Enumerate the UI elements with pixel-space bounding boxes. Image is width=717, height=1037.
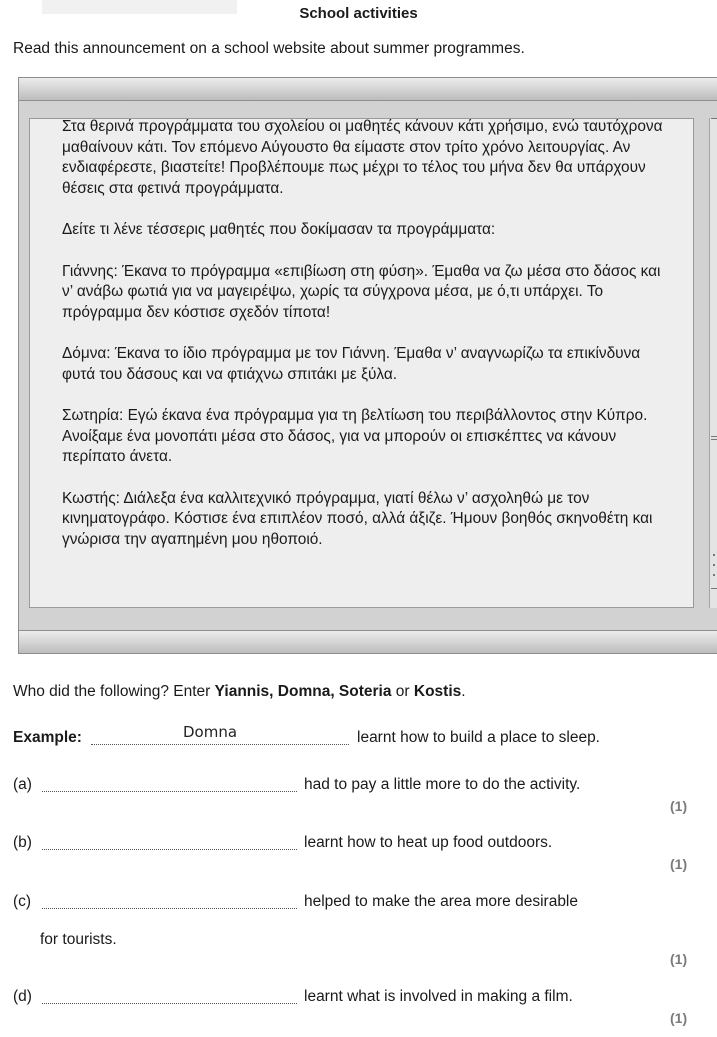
paragraph-lead: Δείτε τι λένε τέσσερις μαθητές που δοκίμασαν τα προγράμματα: bbox=[62, 221, 496, 239]
paragraph-soteria: Σωτηρία: Εγώ έκανα ένα πρόγραμμα για τη βελτίωση του περιβάλλοντος στην Κύπρο. Ανοίξαμε ένα μονοπάτι μέσα στο δάσος, για να μπορούν οι επισκέπτες να κάνουν περίπατο άνετα. bbox=[62, 407, 648, 466]
browser-toolbar bbox=[19, 78, 717, 101]
example-answer: Domna bbox=[183, 723, 238, 741]
instruction-names: Yiannis, Domna, Soteria bbox=[214, 683, 392, 700]
paragraph-domna: Δόμνα: Έκανα το ίδιο πρόγραμμα με τον Γιάννη. Έμαθα ν’ αναγνωρίζω τα επικίνδυνα φυτά του δάσους και να φτιάχνω σπιτάκι με ξύλα. bbox=[62, 345, 641, 383]
question-d-marks: (1) bbox=[670, 1010, 688, 1026]
question-d-answer-field[interactable] bbox=[42, 1003, 297, 1004]
page-title: School activities bbox=[299, 5, 418, 22]
question-a-text: had to pay a little more to do the activity. bbox=[304, 776, 581, 793]
task-instructions: Read this announcement on a school website about summer programmes. bbox=[13, 40, 525, 57]
question-b-label: (b) bbox=[13, 834, 32, 851]
question-c-marks: (1) bbox=[670, 951, 688, 967]
question-a-marks: (1) bbox=[670, 798, 688, 814]
question-a-label: (a) bbox=[13, 776, 32, 793]
question-a-answer-field[interactable] bbox=[42, 791, 297, 792]
paragraph-yiannis: Γιάννης: Έκανα το πρόγραμμα «επιβίωση στη φύση». Έμαθα να ζω μέσα στο δάσος και ν’ ανάβω φωτιά για να μαγειρέψω, χωρίς τα σύγχρονα μέσα, με ό,τι υπάρχει. Το πρόγραμμα δεν κόστισε σχεδόν τίποτα! bbox=[62, 262, 661, 321]
paragraph-kostis: Κωστής: Διάλεξα ένα καλλιτεχνικό πρόγραμμα, γιατί θέλω ν’ ασχοληθώ με τον κινηματογράφο. Κόστισε ένα επιπλέον ποσό, αλλά άξιζε. Ήμουν βοηθός σκηνοθέτη και γνώρισα την αγαπημένη μου ηθοποιό. bbox=[62, 489, 653, 549]
scrollbar[interactable] bbox=[709, 118, 717, 608]
question-c-answer-field[interactable] bbox=[42, 908, 297, 909]
question-d-label: (d) bbox=[13, 988, 32, 1005]
question-c-continuation: for tourists. bbox=[40, 931, 117, 948]
question-instructions bbox=[13, 683, 466, 701]
instruction-or: or bbox=[391, 683, 414, 700]
browser-statusbar bbox=[19, 630, 717, 653]
question-c-label: (c) bbox=[13, 893, 32, 910]
example-answer-line bbox=[91, 744, 349, 745]
example-text: learnt how to build a place to sleep. bbox=[357, 729, 600, 746]
question-b-marks: (1) bbox=[670, 856, 688, 872]
question-b-answer-field[interactable] bbox=[42, 849, 297, 850]
question-b-text: learnt how to heat up food outdoors. bbox=[304, 834, 553, 851]
instruction-last-name: Kostis bbox=[413, 683, 462, 700]
example-label: Example: bbox=[13, 729, 82, 746]
question-c-text: helped to make the area more desirable bbox=[304, 893, 578, 910]
paragraph-intro: Στα θερινά προγράμματα του σχολείου οι μαθητές κάνουν κάτι χρήσιμο, ενώ ταυτόχρονα μαθαίνουν κάτι. Τον επόμενο Αύγουστο θα είμαστε στον τρίτο χρόνο λειτουργίας. Αν ενδιαφέρεστε, βιαστείτε! Προβλέπουμε πως μέχρι το τέλος του μήνα δεν θα υπάρχουν θέσεις στα φετινά προγράμματα. bbox=[62, 118, 663, 198]
instruction-end: . bbox=[461, 683, 466, 700]
question-d-text: learnt what is involved in making a film. bbox=[304, 988, 573, 1005]
instruction-text: Who did the following? Enter bbox=[13, 683, 215, 700]
announcement-text bbox=[62, 117, 672, 571]
